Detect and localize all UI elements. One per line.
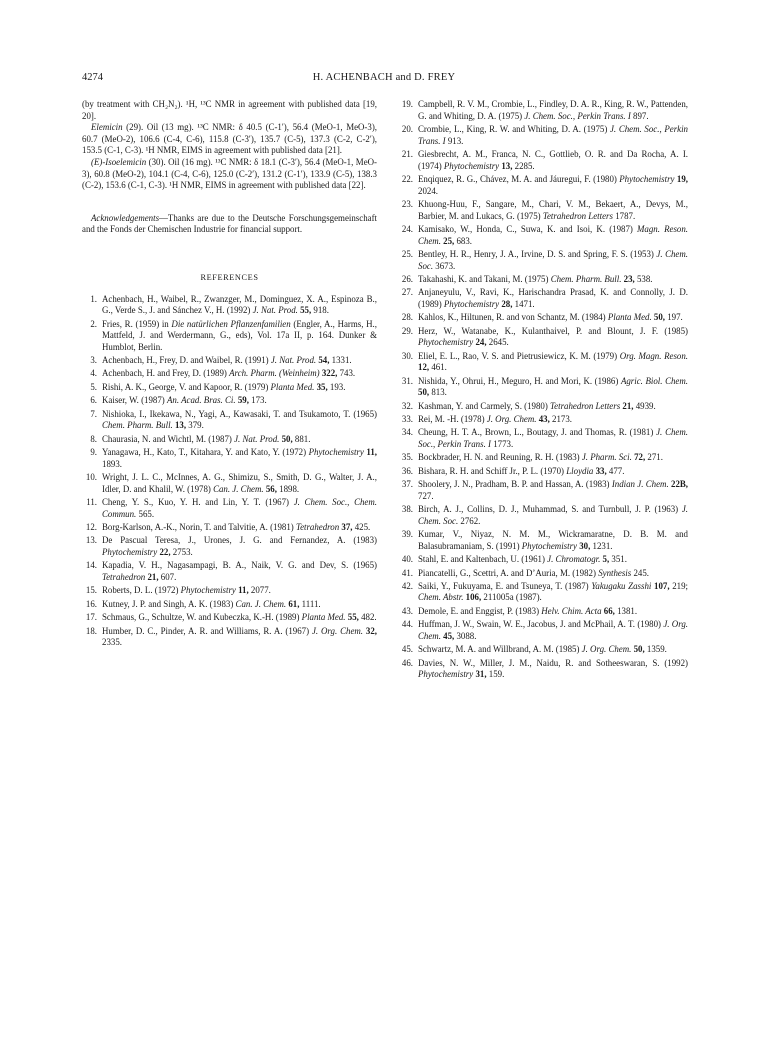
- reference-number: 18.: [85, 625, 97, 636]
- reference-number: 25.: [401, 248, 413, 259]
- reference-item: [398, 466, 688, 478]
- reference-text: Borg-Karlson, A.-K., Norin, T. and Talvitie, A. (1981) Tetrahedron 37, 425.: [102, 521, 371, 532]
- reference-item: [82, 585, 377, 597]
- reference-number: 31.: [401, 375, 413, 386]
- reference-item: [398, 529, 688, 552]
- reference-item: [398, 249, 688, 272]
- reference-text: Anjaneyulu, V., Ravi, K., Harischandra Prasad, K. and Connolly, J. D. (1989) Phytochemistry 28, 1471.: [418, 287, 688, 309]
- compound-name: Elemicin: [91, 122, 123, 133]
- reference-item: [82, 382, 377, 394]
- reference-number: 10.: [85, 472, 97, 483]
- reference-text: Khuong-Huu, F., Sangare, M., Chari, V. M., Bekaert, A., Devys, M., Barbier, M. and Lukacs, G. (1975) Tetrahedron Letters 1787.: [418, 198, 688, 221]
- right-column: [398, 99, 688, 683]
- acknowledgements: [82, 213, 377, 236]
- reference-text: Davies, N. W., Miller, J. M., Naidu, R. and Sotheeswaran, S. (1992) Phytochemistry 31, 159.: [418, 657, 688, 680]
- reference-item: [82, 626, 377, 649]
- reference-text: Fries, R. (1959) in Die natürlichen Pflanzenfamilien (Engler, A., Harms, H., Mattfeld, J. and Werdermann, G., eds), Vol. 17a II, p. 164. Dunker & Humblot, Berlin.: [102, 318, 377, 352]
- reference-number: 7.: [90, 408, 97, 419]
- reference-number: 11.: [86, 497, 97, 507]
- reference-number: 13.: [85, 535, 97, 546]
- acknowledgements-title: Acknowledgements: [91, 212, 160, 223]
- reference-item: [82, 522, 377, 534]
- reference-text: Crombie, L., King, R. W. and Whiting, D. A. (1975) J. Chem. Soc., Perkin Trans. I 913.: [418, 123, 688, 146]
- left-column: [82, 99, 377, 651]
- reference-number: 4.: [90, 368, 97, 379]
- reference-number: 30.: [401, 350, 413, 361]
- reference-text: Stahl, E. and Kaltenbach, U. (1961) J. Chromatogr. 5, 351.: [418, 554, 627, 565]
- reference-item: [398, 199, 688, 222]
- reference-text: Bishara, R. H. and Schiff Jr., P. L. (1970) Lloydia 33, 477.: [418, 465, 625, 476]
- reference-number: 19.: [401, 99, 413, 109]
- reference-text: Saiki, Y., Fukuyama, E. and Tsuneya, T. (1987) Yakugaku Zasshi 107, 219; Chem. Abstr. 106, 211005a (1987).: [418, 580, 689, 603]
- reference-item: [82, 409, 377, 432]
- reference-number: 8.: [90, 433, 97, 444]
- reference-item: [398, 568, 688, 580]
- body-paragraph-elemicin: [82, 122, 377, 157]
- reference-item: [398, 504, 688, 527]
- reference-number: 29.: [401, 325, 413, 336]
- reference-item: [82, 434, 377, 446]
- reference-text: Giesbrecht, A. M., Franca, N. C., Gottlieb, O. R. and Da Rocha, A. I. (1974) Phytochemistry 13, 2285.: [418, 148, 688, 171]
- reference-number: 43.: [401, 605, 413, 616]
- reference-text: Yanagawa, H., Kato, T., Kitahara, Y. and Kato, Y. (1972) Phytochemistry 11, 1893.: [102, 447, 377, 469]
- reference-text: Enqiquez, R. G., Chávez, M. A. and Jáuregui, F. (1980) Phytochemistry 19, 2024.: [418, 173, 689, 196]
- reference-text: Schwartz, M. A. and Willbrand, A. M. (1985) J. Org. Chem. 50, 1359.: [418, 644, 667, 655]
- reference-text: Achenbach, H. and Frey, D. (1989) Arch. Pharm. (Weinheim) 322, 743.: [102, 368, 356, 379]
- reference-text: Piancatelli, G., Scettri, A. and D’Auria, M. (1982) Synthesis 245.: [418, 567, 649, 578]
- reference-item: [82, 319, 377, 354]
- reference-item: [398, 644, 688, 656]
- reference-number: 2.: [90, 318, 97, 329]
- reference-item: [82, 395, 377, 407]
- reference-item: [398, 619, 688, 642]
- page-number: 4274: [82, 72, 103, 83]
- reference-item: [398, 99, 688, 122]
- reference-number: 16.: [85, 598, 97, 609]
- reference-text: Shoolery, J. N., Pradham, B. P. and Hassan, A. (1983) Indian J. Chem. 22B, 727.: [418, 479, 689, 501]
- reference-item: [398, 401, 688, 413]
- reference-item: [82, 535, 377, 558]
- reference-text: Kapadia, V. H., Nagasampagi, B. A., Naik, V. G. and Dev, S. (1965) Tetrahedron 21, 607.: [102, 560, 377, 582]
- reference-item: [398, 427, 688, 450]
- reference-number: 6.: [90, 395, 97, 406]
- reference-item: [82, 368, 377, 380]
- reference-number: 20.: [401, 123, 413, 134]
- reference-number: 21.: [401, 148, 413, 159]
- reference-text: Bentley, H. R., Henry, J. A., Irvine, D. S. and Spring, F. S. (1953) J. Chem. Soc. 3673.: [418, 248, 688, 271]
- reference-item: [82, 497, 377, 520]
- reference-text: Cheng, Y. S., Kuo, Y. H. and Lin, Y. T. (1967) J. Chem. Soc., Chem. Commun. 565.: [102, 497, 377, 519]
- reference-number: 17.: [85, 612, 97, 623]
- reference-item: [398, 606, 688, 618]
- reference-item: [398, 124, 688, 147]
- reference-text: Kamisako, W., Honda, C., Suwa, K. and Isoi, K. (1987) Magn. Reson. Chem. 25, 683.: [418, 223, 688, 246]
- reference-number: 46.: [401, 657, 413, 668]
- reference-text: Achenbach, H., Frey, D. and Waibel, R. (1991) J. Nat. Prod. 54, 1331.: [102, 355, 352, 366]
- reference-number: 33.: [401, 414, 413, 424]
- body-paragraph-isoelemicin: [82, 157, 377, 192]
- reference-number: 12.: [85, 521, 97, 532]
- reference-number: 24.: [401, 223, 413, 234]
- reference-text: Demole, E. and Enggist, P. (1983) Helv. Chim. Acta 66, 1381.: [418, 605, 638, 616]
- reference-text: Rei, M. -H. (1978) J. Org. Chem. 43, 2173.: [418, 414, 572, 424]
- reference-number: 39.: [401, 529, 413, 540]
- acknowledgements-text: —Thanks are due to the Deutsche Forschungsgemeinschaft and the Fonds der Chemischen Industrie for financial support.: [82, 212, 377, 235]
- reference-number: 27.: [401, 287, 413, 298]
- reference-number: 36.: [401, 465, 413, 476]
- reference-number: 44.: [401, 619, 413, 630]
- reference-item: [82, 355, 377, 367]
- reference-item: [398, 149, 688, 172]
- reference-number: 42.: [401, 580, 413, 591]
- reference-number: 5.: [90, 381, 97, 392]
- reference-text: Kaiser, W. (1987) An. Acad. Bras. Ci. 59, 173.: [102, 395, 267, 406]
- reference-item: [398, 581, 688, 604]
- reference-number: 35.: [401, 452, 413, 463]
- reference-number: 15.: [85, 585, 97, 596]
- reference-number: 28.: [401, 312, 413, 323]
- reference-number: 40.: [401, 554, 413, 565]
- reference-number: 3.: [90, 355, 97, 366]
- reference-text: Nishida, Y., Ohrui, H., Meguro, H. and Mori, K. (1986) Agric. Biol. Chem. 50, 813.: [418, 375, 688, 398]
- reference-text: Schmaus, G., Schultze, W. and Kubeczka, K.-H. (1989) Planta Med. 55, 482.: [102, 612, 377, 623]
- reference-item: [398, 287, 688, 310]
- reference-text: Eliel, E. L., Rao, V. S. and Pietrusiewicz, K. M. (1979) Org. Magn. Reson. 12, 461.: [418, 350, 688, 373]
- reference-item: [398, 224, 688, 247]
- reference-item: [398, 326, 688, 349]
- reference-text: Campbell, R. V. M., Crombie, L., Findley, D. A. R., King, R. W., Pattenden, G. and Whiting, D. A. (1975) J. Chem. Soc., Perkin Trans. I 897.: [418, 99, 688, 121]
- reference-number: 45.: [401, 644, 413, 655]
- reference-item: [398, 554, 688, 566]
- reference-text: De Pascual Teresa, J., Urones, J. G. and Fernandez, A. (1983) Phytochemistry 22, 2753.: [102, 535, 377, 557]
- reference-text: Chaurasia, N. and Wichtl, M. (1987) J. Nat. Prod. 50, 881.: [102, 433, 311, 444]
- reference-number: 37.: [401, 479, 413, 490]
- reference-text: Takahashi, K. and Takani, M. (1975) Chem. Pharm. Bull. 23, 538.: [418, 273, 653, 284]
- reference-item: [82, 560, 377, 583]
- reference-number: 1.: [90, 293, 97, 304]
- reference-text: Birch, A. J., Collins, D. J., Muhammad, S. and Turnbull, J. P. (1963) J. Chem. Soc. 2762.: [418, 504, 688, 526]
- body-paragraph-1: (by treatment with CH₂N₂). ¹H, ¹³C NMR in agreement with published data [19, 20].: [82, 99, 377, 121]
- reference-number: 41.: [401, 567, 413, 578]
- reference-number: 22.: [401, 173, 413, 184]
- reference-text: Cheung, H. T. A., Brown, L., Boutagy, J. and Thomas, R. (1981) J. Chem. Soc., Perkin Trans. I 1773.: [418, 427, 688, 449]
- reference-text: Kahlos, K., Hiltunen, R. and von Schantz, M. (1984) Planta Med. 50, 197.: [418, 312, 683, 323]
- compound-name: (E)-Isoelemicin: [91, 156, 147, 167]
- reference-number: 14.: [85, 560, 97, 571]
- reference-number: 26.: [401, 273, 413, 284]
- reference-text: Huffman, J. W., Swain, W. E., Jacobus, J. and McPhail, A. T. (1980) J. Org. Chem. 45, 3088.: [418, 619, 688, 641]
- reference-list-right: [398, 99, 688, 681]
- reference-item: [398, 312, 688, 324]
- reference-number: 23.: [401, 198, 413, 209]
- reference-item: [398, 414, 688, 426]
- reference-item: [398, 479, 688, 502]
- reference-text: Kumar, V., Niyaz, N. M. M., Wickramaratne, D. B. M. and Balasubramaniam, S. (1991) Phytochemistry 30, 1231.: [418, 529, 688, 551]
- compound-data: (29). Oil (13 mg). ¹³C NMR: δ 40.5 (C-1′), 56.4 (MeO-1, MeO-3), 60.7 (MeO-2), 106.6 (C-4, C-6), 115.8 (C-3′), 135.7 (C-5), 137.3 (C-2, C-2′), 153.5 (C-1, C-3). ¹H NMR, EIMS in agreement with published data [21].: [82, 122, 377, 156]
- references-heading: REFERENCES: [200, 272, 259, 282]
- reference-item: [82, 599, 377, 611]
- reference-text: Achenbach, H., Waibel, R., Zwanzger, M., Dominguez, X. A., Espinoza B., G., Verde S., J. and Sánchez V., H. (1992) J. Nat. Prod. 55, 918.: [102, 293, 377, 316]
- reference-text: Roberts, D. L. (1972) Phytochemistry 11, 2077.: [102, 585, 271, 596]
- reference-item: [398, 658, 688, 681]
- compound-data: (30). Oil (16 mg). ¹³C NMR: δ 18.1 (C-3′), 56.4 (MeO-1, MeO-3), 60.8 (MeO-2), 104.1 (C-4, C-6), 125.0 (C-2′), 131.2 (C-1′), 133.9 (C-5), 138.3 (C-2), 153.6 (C-1, C-3). ¹H NMR, EIMS in agreement with published data [22].: [82, 156, 377, 191]
- reference-item: [398, 351, 688, 374]
- reference-item: [82, 294, 377, 317]
- reference-list-left: [82, 294, 377, 649]
- reference-item: [82, 612, 377, 624]
- reference-text: Herz, W., Watanabe, K., Kulanthaivel, P. and Blount, J. F. (1985) Phytochemistry 24, 2645.: [418, 325, 688, 348]
- reference-text: Humber, D. C., Pinder, A. R. and Williams, R. A. (1967) J. Org. Chem. 32, 2335.: [102, 625, 377, 648]
- reference-item: [82, 447, 377, 470]
- reference-text: Kutney, J. P. and Singh, A. K. (1983) Can. J. Chem. 61, 1111.: [102, 598, 321, 609]
- reference-number: 9.: [90, 447, 97, 458]
- reference-item: [398, 174, 688, 197]
- reference-text: Bockbrader, H. N. and Reuning, R. H. (1983) J. Pharm. Sci. 72, 271.: [418, 452, 663, 463]
- reference-item: [82, 472, 377, 495]
- reference-text: Wright, J. L. C., McInnes, A. G., Shimizu, S., Smith, D. G., Walter, J. A., Idler, D. and Khalil, W. (1978) Can. J. Chem. 56, 1898.: [102, 472, 377, 494]
- reference-text: Nishioka, I., Ikekawa, N., Yagi, A., Kawasaki, T. and Tsukamoto, T. (1965) Chem. Pharm. Bull. 13, 379.: [102, 408, 377, 431]
- reference-number: 32.: [401, 400, 413, 411]
- page-header: [82, 72, 686, 86]
- reference-text: Kashman, Y. and Carmely, S. (1980) Tetrahedron Letters 21, 4939.: [418, 400, 656, 411]
- reference-number: 34.: [401, 427, 413, 438]
- reference-text: Rishi, A. K., George, V. and Kapoor, R. (1979) Planta Med. 35, 193.: [102, 381, 346, 392]
- running-head: H. ACHENBACH and D. FREY: [312, 72, 456, 83]
- reference-number: 38.: [401, 504, 413, 515]
- reference-item: [398, 376, 688, 399]
- reference-item: [398, 274, 688, 286]
- reference-item: [398, 452, 688, 464]
